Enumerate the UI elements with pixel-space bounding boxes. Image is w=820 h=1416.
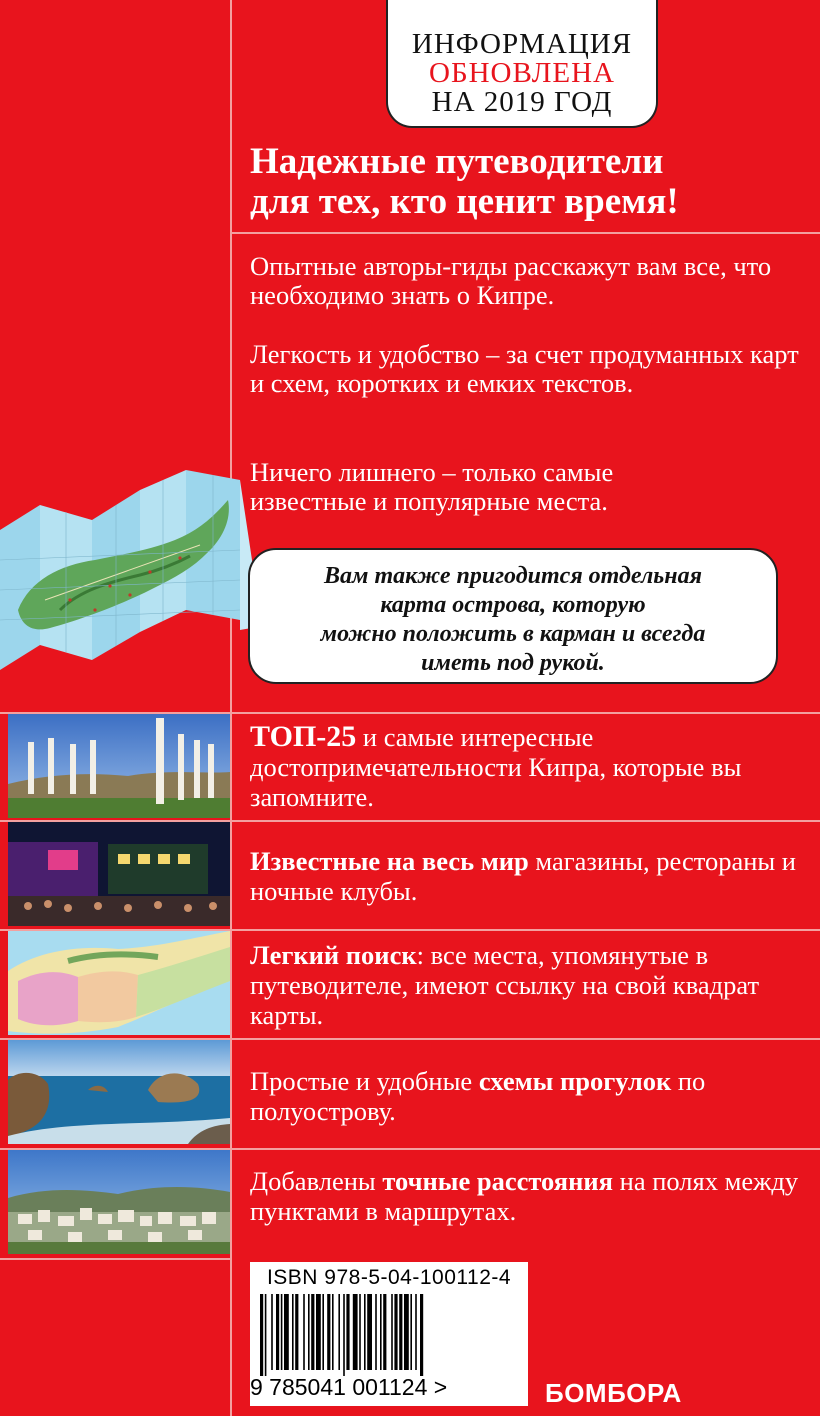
ancient-columns-photo [8,714,230,818]
intro-paragraph-1: Опытные авторы-гиды расскажут вам все, что необходимо знать о Кипре. [250,251,772,310]
rule-headline [230,232,820,234]
minos-pub-night-photo [8,822,230,926]
feature-top25-bold: ТОП-25 [250,720,357,753]
isbn-number: ISBN 978-5-04-100112-4 [266,1266,512,1289]
separate-map-callout [248,548,778,684]
barcode-digits: 9 785041 001124 > [250,1374,448,1400]
vertical-rule [230,0,232,1416]
feature-walk-schemes-text: по полуострову. [250,1066,706,1126]
cyprus-map-photo [8,931,230,1035]
badge-line-1: ИНФОРМАЦИЯ [411,28,633,60]
feature-walk-schemes-pre: Простые и удобные [250,1066,479,1096]
feature-distances [250,1166,810,1226]
feature-easy-search-text: : все места, упомянутые в путеводителе, имеют ссылку на свой квадрат карты. [250,940,760,1030]
feature-distances-pre: Добавлены [250,1166,383,1196]
callout-line-3: можно положить в карман и всегда [320,621,706,647]
badge-line-2: ОБНОВЛЕНА [429,57,615,89]
callout-line-2: карта острова, которую [380,592,646,618]
feature-distances-text: на полях между пунктами в маршрутах. [250,1166,799,1226]
headline-line-2: для тех, кто ценит время! [250,181,679,222]
feature-world-famous [250,846,810,906]
callout-line-1: Вам также пригодится отдельная [324,563,702,589]
feature-top25-text: и самые интересные достопримечательности Кипра, которые вы запомните. [250,722,742,812]
barcode-bars [260,1294,518,1376]
feature-top25 [250,722,790,812]
feature-walk-schemes [250,1066,810,1126]
isbn-barcode [250,1262,528,1406]
callout-line-4: иметь под рукой. [421,650,605,676]
headline [250,142,810,222]
rule-feature-5 [0,1258,230,1260]
feature-easy-search [250,940,810,1030]
publisher-logo: БОМБОРА [545,1378,682,1408]
hill-village-photo [8,1150,230,1254]
feature-walk-schemes-bold: схемы прогулок [478,1066,672,1096]
feature-distances-bold: точные расстояния [382,1166,614,1196]
feature-world-famous-text: магазины, рестораны и ночные клубы. [250,846,796,906]
info-updated-badge [386,0,658,128]
intro-paragraph-2: Легкость и удобство – за счет продуманных карт и схем, коротких и емких текстов. [250,339,799,398]
intro-paragraph-3: Ничего лишнего – только самые известные и популярные места. [250,457,614,516]
rocky-coast-photo [8,1040,230,1144]
feature-world-famous-bold: Известные на весь мир [250,846,529,876]
badge-line-3: НА 2019 ГОД [431,86,613,118]
headline-line-1: Надежные путеводители [250,141,664,182]
feature-easy-search-bold: Легкий поиск [250,940,417,970]
